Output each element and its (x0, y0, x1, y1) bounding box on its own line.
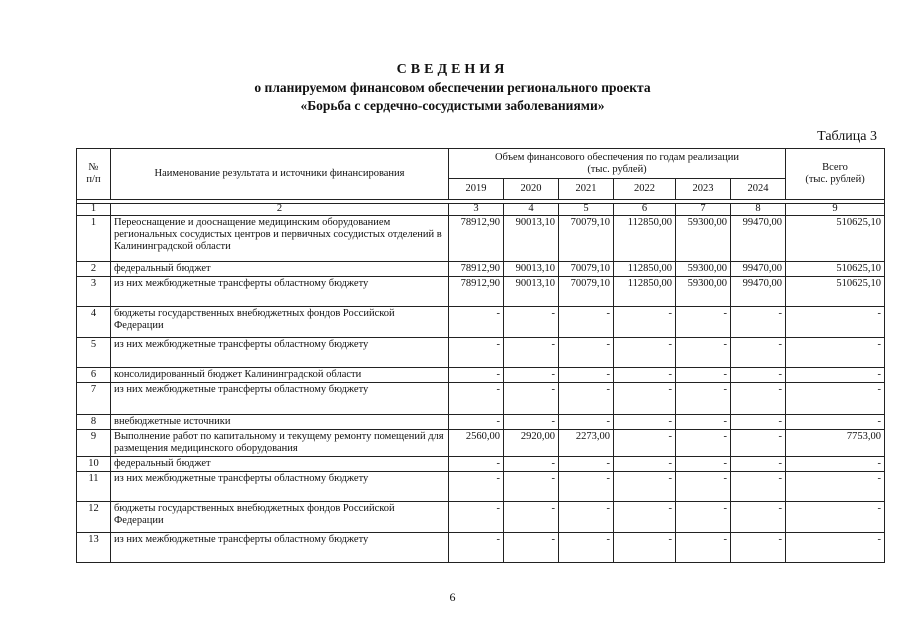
page-number: 6 (449, 590, 456, 604)
column-number: 4 (504, 204, 559, 216)
row-value: 90013,10 (504, 216, 559, 262)
row-value: - (449, 502, 504, 533)
row-name: федеральный бюджет (111, 457, 449, 472)
row-value: 112850,00 (614, 277, 676, 307)
financing-table (76, 148, 885, 563)
row-number: 10 (77, 457, 111, 472)
row-value: - (504, 338, 559, 368)
row-value: 59300,00 (676, 262, 731, 277)
row-value: - (731, 415, 786, 430)
row-name: Выполнение работ по капитальному и текущему ремонту помещений для размещения медицинского оборудования (111, 430, 449, 457)
row-total: - (786, 502, 885, 533)
row-value: 99470,00 (731, 277, 786, 307)
row-total: - (786, 533, 885, 563)
row-name: бюджеты государственных внебюджетных фондов Российской Федерации (111, 502, 449, 533)
row-name: из них межбюджетные трансферты областному бюджету (111, 338, 449, 368)
row-value: 78912,90 (449, 277, 504, 307)
row-value: - (614, 533, 676, 563)
column-number: 7 (676, 204, 731, 216)
row-value: - (676, 383, 731, 415)
doc-subtitle: о планируемом финансовом обеспечении регионального проекта (254, 80, 651, 95)
row-value: - (614, 502, 676, 533)
table-label: Таблица 3 (817, 129, 877, 144)
row-value: - (614, 457, 676, 472)
doc-title: СВЕДЕНИЯ (396, 62, 509, 77)
table-row (77, 307, 885, 338)
row-total: 510625,10 (786, 216, 885, 262)
column-number: 1 (77, 204, 111, 216)
table-row (77, 457, 885, 472)
row-value: - (731, 383, 786, 415)
column-number: 5 (559, 204, 614, 216)
row-value: - (614, 307, 676, 338)
row-name: федеральный бюджет (111, 262, 449, 277)
row-number: 7 (77, 383, 111, 415)
header-name: Наименование результата и источники финансирования (111, 149, 449, 200)
row-value: - (676, 415, 731, 430)
row-total: - (786, 383, 885, 415)
row-value: 2560,00 (449, 430, 504, 457)
project-name: «Борьба с сердечно-сосудистыми заболеваниями» (300, 98, 605, 113)
row-value: - (559, 502, 614, 533)
table-row (77, 338, 885, 368)
row-total: 510625,10 (786, 277, 885, 307)
row-name: внебюджетные источники (111, 415, 449, 430)
row-number: 11 (77, 472, 111, 502)
row-value: - (449, 472, 504, 502)
table-row (77, 383, 885, 415)
row-total: - (786, 368, 885, 383)
row-value: - (559, 533, 614, 563)
row-value: 59300,00 (676, 216, 731, 262)
row-number: 8 (77, 415, 111, 430)
row-value: 112850,00 (614, 262, 676, 277)
row-value: - (614, 430, 676, 457)
table-row (77, 502, 885, 533)
row-value: - (676, 430, 731, 457)
row-name: консолидированный бюджет Калининградской области (111, 368, 449, 383)
row-value: - (731, 338, 786, 368)
row-number: 6 (77, 368, 111, 383)
row-value: - (614, 338, 676, 368)
row-name: из них межбюджетные трансферты областному бюджету (111, 383, 449, 415)
column-number: 3 (449, 204, 504, 216)
row-number: 12 (77, 502, 111, 533)
row-name: Переоснащение и дооснащение медицинским оборудованием региональных сосудистых центров и первичных сосудистых отделений в Калининградской области (111, 216, 449, 262)
row-number: 2 (77, 262, 111, 277)
row-value: 2273,00 (559, 430, 614, 457)
column-number: 2 (111, 204, 449, 216)
row-value: - (676, 472, 731, 502)
row-value: 70079,10 (559, 277, 614, 307)
row-value: - (676, 533, 731, 563)
header-year: 2021 (559, 179, 614, 200)
row-name: из них межбюджетные трансферты областному бюджету (111, 277, 449, 307)
row-value: - (614, 415, 676, 430)
row-value: 70079,10 (559, 216, 614, 262)
row-total: - (786, 472, 885, 502)
header-year: 2022 (614, 179, 676, 200)
row-number: 3 (77, 277, 111, 307)
table-row (77, 533, 885, 563)
row-total: - (786, 307, 885, 338)
row-value: - (676, 368, 731, 383)
row-value: - (449, 338, 504, 368)
row-value: 70079,10 (559, 262, 614, 277)
row-value: - (559, 368, 614, 383)
row-value: - (504, 368, 559, 383)
header-year: 2019 (449, 179, 504, 200)
row-value: - (559, 307, 614, 338)
header-num: № п/п (77, 149, 111, 200)
header-year: 2023 (676, 179, 731, 200)
column-number: 8 (731, 204, 786, 216)
row-value: - (614, 472, 676, 502)
row-name: из них межбюджетные трансферты областному бюджету (111, 533, 449, 563)
row-total: - (786, 338, 885, 368)
row-value: - (504, 472, 559, 502)
row-value: 59300,00 (676, 277, 731, 307)
row-value: - (504, 383, 559, 415)
header-year: 2024 (731, 179, 786, 200)
row-value: - (731, 430, 786, 457)
table-row (77, 368, 885, 383)
table-row (77, 430, 885, 457)
row-value: - (559, 457, 614, 472)
row-total: 7753,00 (786, 430, 885, 457)
row-value: - (731, 533, 786, 563)
row-value: - (504, 415, 559, 430)
row-total: - (786, 457, 885, 472)
row-value: - (731, 368, 786, 383)
header-total: Всего (тыс. рублей) (786, 149, 885, 200)
row-value: - (449, 457, 504, 472)
row-name: из них межбюджетные трансферты областному бюджету (111, 472, 449, 502)
row-name: бюджеты государственных внебюджетных фондов Российской Федерации (111, 307, 449, 338)
row-value: - (559, 383, 614, 415)
column-number: 6 (614, 204, 676, 216)
row-value: 78912,90 (449, 262, 504, 277)
row-value: - (731, 307, 786, 338)
table-row (77, 216, 885, 262)
row-value: - (449, 415, 504, 430)
row-value: - (676, 502, 731, 533)
table-row (77, 262, 885, 277)
column-number: 9 (786, 204, 885, 216)
row-value: - (504, 307, 559, 338)
row-value: - (559, 415, 614, 430)
row-value: 112850,00 (614, 216, 676, 262)
row-value: - (504, 502, 559, 533)
row-number: 13 (77, 533, 111, 563)
row-total: - (786, 415, 885, 430)
row-value: - (449, 383, 504, 415)
row-value: 99470,00 (731, 262, 786, 277)
header-year: 2020 (504, 179, 559, 200)
row-value: - (449, 368, 504, 383)
table-row (77, 472, 885, 502)
row-value: - (504, 457, 559, 472)
row-value: - (504, 533, 559, 563)
row-value: - (731, 502, 786, 533)
header-volume: Объем финансового обеспечения по годам реализации (тыс. рублей) (449, 149, 786, 179)
table-row (77, 415, 885, 430)
row-value: - (731, 472, 786, 502)
row-number: 4 (77, 307, 111, 338)
row-value: - (731, 457, 786, 472)
row-number: 9 (77, 430, 111, 457)
row-value: - (449, 307, 504, 338)
row-value: - (676, 338, 731, 368)
row-value: 90013,10 (504, 277, 559, 307)
row-number: 1 (77, 216, 111, 262)
row-value: 78912,90 (449, 216, 504, 262)
row-value: - (614, 368, 676, 383)
row-value: - (614, 383, 676, 415)
row-value: 2920,00 (504, 430, 559, 457)
row-value: 99470,00 (731, 216, 786, 262)
table-row (77, 277, 885, 307)
row-value: 90013,10 (504, 262, 559, 277)
row-value: - (449, 533, 504, 563)
row-total: 510625,10 (786, 262, 885, 277)
row-value: - (676, 457, 731, 472)
row-value: - (559, 338, 614, 368)
row-value: - (676, 307, 731, 338)
row-value: - (559, 472, 614, 502)
row-number: 5 (77, 338, 111, 368)
